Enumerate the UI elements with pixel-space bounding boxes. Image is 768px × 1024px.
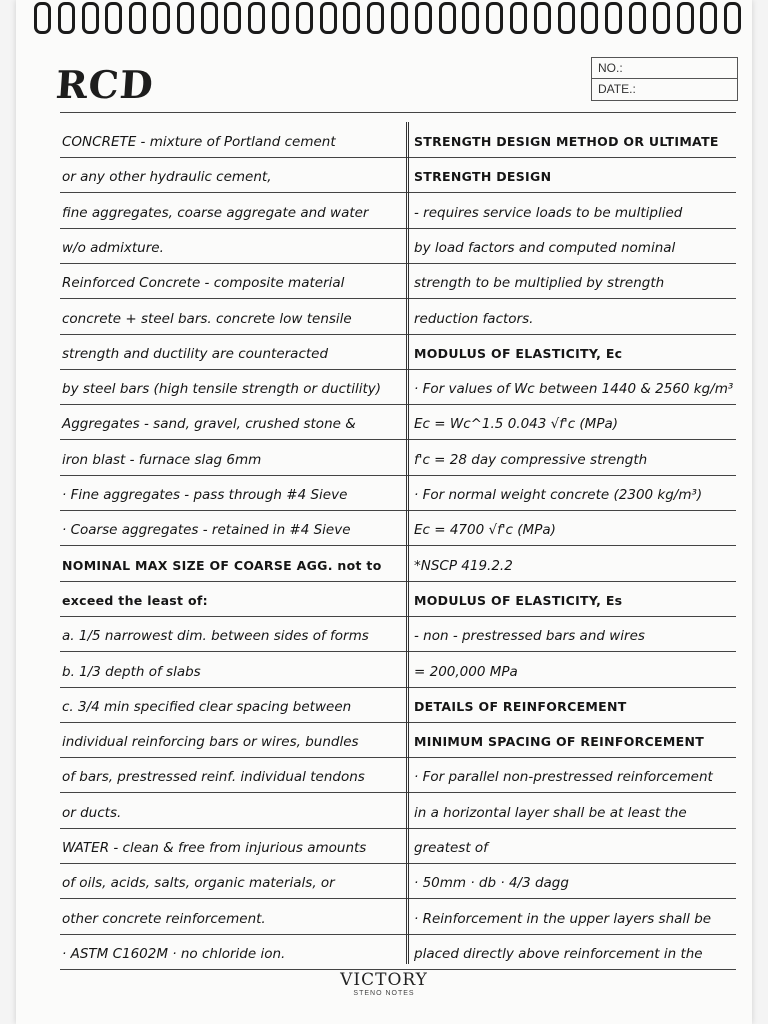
left-column-line: c. 3/4 min specified clear spacing between	[62, 698, 352, 715]
left-column-line: exceed the least of:	[62, 592, 208, 608]
right-column-line: in a horizontal layer shall be at least the	[414, 804, 687, 821]
right-column-line: · For values of Wc between 1440 & 2560 kg/m³	[414, 381, 734, 398]
spiral-ring	[700, 2, 717, 34]
left-column-line: or any other hydraulic cement,	[62, 169, 272, 186]
spiral-ring	[510, 2, 527, 34]
left-column-line: · Coarse aggregates - retained in #4 Sieve	[62, 522, 351, 539]
left-column-line: fine aggregates, coarse aggregate and water	[62, 204, 369, 221]
right-column-line: · For parallel non-prestressed reinforcement	[414, 769, 713, 786]
right-column-line: placed directly above reinforcement in the	[414, 945, 703, 962]
spiral-ring	[320, 2, 337, 34]
notebook-page	[16, 0, 752, 1024]
spiral-ring	[391, 2, 408, 34]
right-column-line: greatest of	[414, 840, 488, 856]
ruled-line	[60, 369, 736, 370]
spiral-ring	[224, 2, 241, 34]
spiral-ring	[415, 2, 432, 34]
ruled-line	[60, 616, 736, 617]
right-column-line: = 200,000 MPa	[414, 663, 518, 680]
notebook-brand	[0, 970, 768, 997]
right-column-line: STRENGTH DESIGN	[414, 169, 552, 185]
brand-name: VICTORY	[340, 970, 428, 990]
ruled-line	[60, 898, 736, 899]
right-column-line: · Reinforcement in the upper layers shall be	[414, 910, 712, 927]
spiral-ring	[153, 2, 170, 34]
number-date-box	[591, 57, 738, 101]
ruled-line	[60, 510, 736, 511]
spiral-ring	[201, 2, 218, 34]
right-column-line: Ec = Wc^1.5 0.043 √f'c (MPa)	[414, 416, 619, 433]
spiral-ring	[653, 2, 670, 34]
ruled-line	[60, 439, 736, 440]
ruled-line	[60, 192, 736, 193]
left-column-line: w/o admixture.	[62, 239, 164, 256]
spiral-ring	[34, 2, 51, 34]
brand-subtitle: STENO NOTES	[353, 990, 415, 997]
spiral-ring	[177, 2, 194, 34]
ruled-line	[60, 828, 736, 829]
spiral-ring	[558, 2, 575, 34]
spiral-ring	[724, 2, 741, 34]
spiral-ring	[272, 2, 289, 34]
left-column-line: · Fine aggregates - pass through #4 Sieve	[62, 487, 348, 503]
spiral-ring	[486, 2, 503, 34]
right-column-line: · 50mm · db · 4/3 dagg	[414, 875, 569, 892]
right-column-line: - non - prestressed bars and wires	[414, 628, 645, 645]
right-column-line: reduction factors.	[414, 310, 534, 327]
left-column-line: NOMINAL MAX SIZE OF COARSE AGG. not to	[62, 557, 382, 573]
left-column-line: by steel bars (high tensile strength or ductility)	[62, 381, 382, 398]
spiral-ring	[343, 2, 360, 34]
right-column-line: MODULUS OF ELASTICITY, Es	[414, 592, 623, 608]
left-column-line: other concrete reinforcement.	[62, 910, 266, 927]
right-column-line: by load factors and computed nominal	[414, 239, 676, 256]
left-column-line: iron blast - furnace slag 6mm	[62, 451, 262, 468]
column-divider	[406, 122, 409, 964]
spiral-ring	[296, 2, 313, 34]
right-column-line: MODULUS OF ELASTICITY, Ec	[414, 345, 623, 361]
ruled-line	[60, 863, 736, 864]
spiral-ring	[58, 2, 75, 34]
ruled-line	[60, 228, 736, 229]
right-column-line: *NSCP 419.2.2	[414, 557, 513, 574]
left-column-line: WATER - clean & free from injurious amounts	[62, 840, 367, 856]
ruled-line	[60, 334, 736, 335]
date-label: DATE.:	[598, 82, 636, 96]
right-column-line: f'c = 28 day compressive strength	[414, 451, 648, 468]
ruled-line	[60, 651, 736, 652]
ruled-line	[60, 475, 736, 476]
right-column-line: MINIMUM SPACING OF REINFORCEMENT	[414, 734, 705, 750]
right-column-line: - requires service loads to be multiplied	[414, 204, 683, 221]
left-column-line: CONCRETE - mixture of Portland cement	[62, 134, 336, 150]
left-column-line: b. 1/3 depth of slabs	[62, 663, 201, 680]
spiral-ring	[367, 2, 384, 34]
left-column-line: of oils, acids, salts, organic materials, or	[62, 875, 335, 892]
left-column-line: Aggregates - sand, gravel, crushed stone &	[62, 416, 356, 433]
spiral-ring	[629, 2, 646, 34]
spiral-ring	[82, 2, 99, 34]
left-column-line: Reinforced Concrete - composite material	[62, 275, 345, 292]
spiral-ring	[605, 2, 622, 34]
ruled-line	[60, 157, 736, 158]
right-column-line: · For normal weight concrete (2300 kg/m³)	[414, 487, 703, 503]
spiral-ring	[581, 2, 598, 34]
ruled-line	[60, 298, 736, 299]
ruled-line	[60, 581, 736, 582]
page-title: RCD	[54, 62, 156, 107]
ruled-line	[60, 934, 736, 935]
spiral-ring	[248, 2, 265, 34]
ruled-line	[60, 792, 736, 793]
spiral-ring	[677, 2, 694, 34]
left-column-line: concrete + steel bars. concrete low tensile	[62, 310, 352, 327]
ruled-line	[60, 112, 736, 113]
number-label: NO.:	[592, 58, 737, 79]
left-column-line: of bars, prestressed reinf. individual tendons	[62, 769, 365, 786]
spiral-ring	[462, 2, 479, 34]
ruled-line	[60, 263, 736, 264]
right-column-line: strength to be multiplied by strength	[414, 275, 665, 292]
left-column-line: strength and ductility are counteracted	[62, 345, 329, 362]
spiral-ring	[129, 2, 146, 34]
ruled-line	[60, 404, 736, 405]
left-column-line: individual reinforcing bars or wires, bundles	[62, 734, 359, 751]
left-column-line: a. 1/5 narrowest dim. between sides of forms	[62, 628, 369, 645]
ruled-line	[60, 687, 736, 688]
spiral-ring	[439, 2, 456, 34]
left-column-line: · ASTM C1602M · no chloride ion.	[62, 945, 286, 962]
right-column-line: STRENGTH DESIGN METHOD OR ULTIMATE	[414, 134, 719, 149]
ruled-line	[60, 545, 736, 546]
spiral-ring	[534, 2, 551, 34]
spiral-binding	[16, 0, 752, 34]
ruled-line	[60, 757, 736, 758]
ruled-line	[60, 722, 736, 723]
spiral-ring	[105, 2, 122, 34]
right-column-line: DETAILS OF REINFORCEMENT	[414, 698, 627, 714]
left-column-line: or ducts.	[62, 804, 122, 821]
right-column-line: Ec = 4700 √f'c (MPa)	[414, 522, 556, 539]
